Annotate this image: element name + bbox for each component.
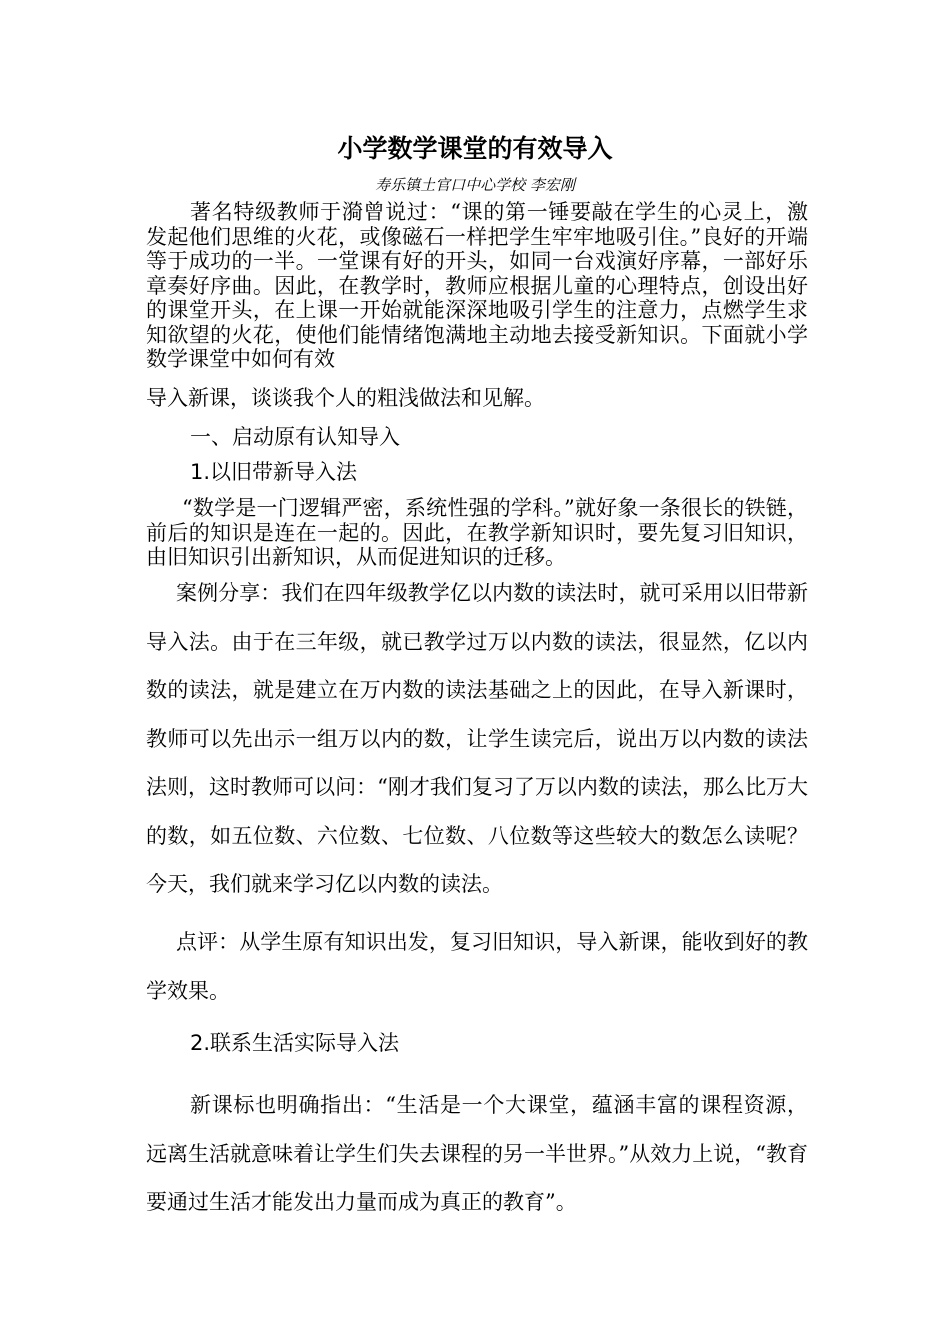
document-title: 小学数学课堂的有效导入 [337,134,613,163]
method-1-paragraph: “数学是一门逻辑严密，系统性强的学科。”就好象一条很长的铁链，前后的知识是连在一起的。因此，在教学新知识时，要先复习旧知识，由旧知识引出新知识，从而促进知识的迁移。 [146,496,808,569]
section-heading-1: 一、启动原有认知导入 [190,425,400,449]
intro-paragraph-end: 导入新课，谈谈我个人的粗浅做法和见解。 [146,386,545,410]
method-heading-2: 2.联系生活实际导入法 [190,1031,400,1055]
method-heading-1: 1.以旧带新导入法 [190,460,358,484]
intro-paragraph: 著名特级教师于漪曾说过：“课的第一锤要敲在学生的心灵上，激发起他们思维的火花，或像磁石一样把学生牢牢地吸引住。”良好的开端等于成功的一半。一堂课有好的开头，如同一台戏演好序幕，一部好乐章奏好序曲。因此，在教学时，教师应根据儿童的心理特点，创设出好的课堂开头，在上课一开始就能深深地吸引学生的注意力，点燃学生求知欲望的火花，使他们能情绪饱满地主动地去接受新知识。下面就小学数学课堂中如何有效 [146,200,808,371]
method-2-paragraph: 新课标也明确指出：“生活是一个大课堂，蕴涵丰富的课程资源，远离生活就意味着让学生们失去课程的另一半世界。”从效力上说，“教育要通过生活才能发出力量而成为真正的教育”。 [146,1093,808,1214]
comment-paragraph: 点评：从学生原有知识出发，复习旧知识，导入新课，能收到好的教学效果。 [146,930,808,1003]
author-byline: 寿乐镇土官口中心学校 李宏刚 [375,176,575,194]
case-study-paragraph: 案例分享：我们在四年级教学亿以内数的读法时，就可采用以旧带新导入法。由于在三年级，就已教学过万以内数的读法，很显然，亿以内数的读法，就是建立在万内数的读法基础之上的因此，在导入新课时，教师可以先出示一组万以内的数，让学生读完后，说出万以内数的读法法则，这时教师可以问：“刚才我们复习了万以内数的读法，那么比万大的数，如五位数、六位数、七位数、八位数等这些较大的数怎么读呢？今天，我们就来学习亿以内数的读法。 [146,581,808,896]
